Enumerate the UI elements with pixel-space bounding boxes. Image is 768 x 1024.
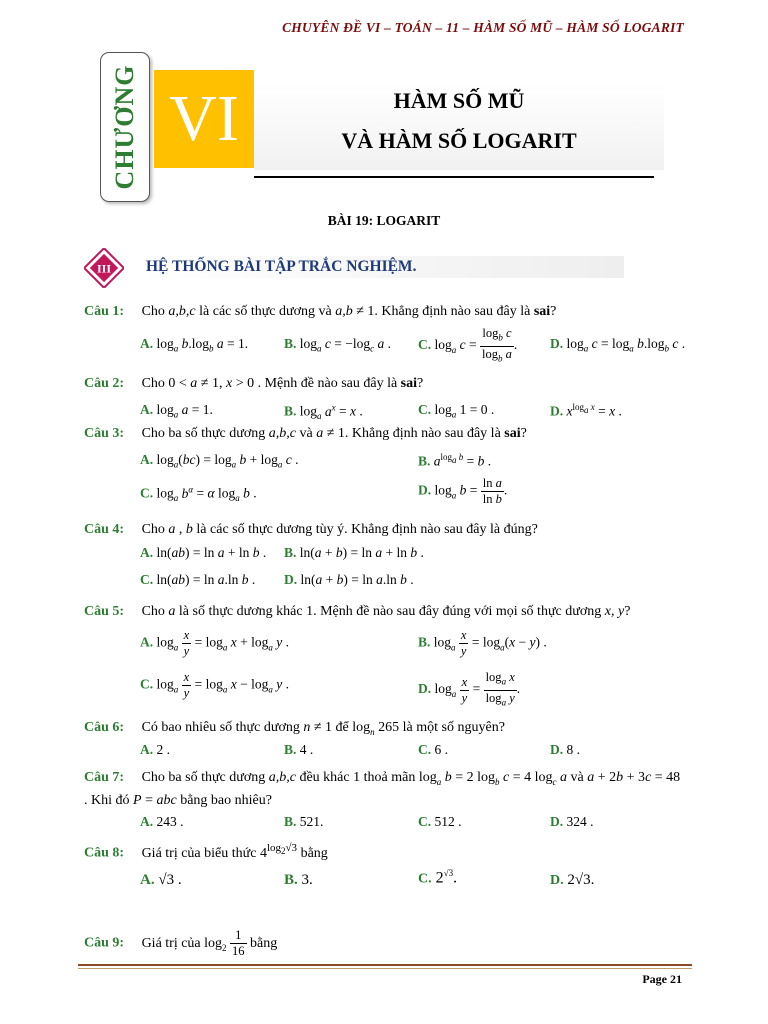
- question-7: Câu 7: Cho ba số thực dương a,b,c đều khác 1 thoả mãn $\log_a b = 2$ $\log_b c = 4$ $\log_c a$ và a + 2b + 3c = 48: [84, 770, 681, 787]
- q8-option-a[interactable]: A. √3 .: [140, 872, 182, 888]
- footer-divider-thin: [78, 968, 692, 969]
- question-9: Câu 9: Giá trị của $\log_2$ $\frac{1}{16}$ bằng: [84, 928, 278, 958]
- q7-option-d[interactable]: D. 324 .: [550, 814, 594, 829]
- q6-option-a[interactable]: A. 2 .: [140, 742, 170, 757]
- q4-option-b[interactable]: B. ln(a + b) = ln a + ln b .: [284, 545, 424, 560]
- q3-option-c[interactable]: C. $\log_a b^\alpha = \alpha$ $\log_a b$ .: [140, 484, 257, 504]
- question-5: Câu 5: Cho a là số thực dương khác 1. Mệnh đề nào sau đây đúng với mọi số thực dương x, y?: [84, 604, 631, 619]
- chapter-title-line2: VÀ HÀM SỐ LOGARIT: [341, 128, 577, 153]
- q7-option-b[interactable]: B. 521.: [284, 814, 324, 829]
- q1-option-c[interactable]: C. $\log_a c$ = $\frac{\log_b c}{\log_b a}$ .: [418, 326, 518, 363]
- question-label: Câu 8:: [84, 845, 125, 861]
- q4-option-a[interactable]: A. ln(ab) = ln a + ln b .: [140, 545, 267, 560]
- q2-option-c[interactable]: C. $\log_a 1 = 0$ .: [418, 402, 495, 420]
- q7-option-c[interactable]: C. 512 .: [418, 814, 462, 829]
- question-7-cont: . Khi đó P = abc bằng bao nhiêu?: [84, 793, 272, 808]
- q3-option-a[interactable]: A. $\log_a(bc) = \log_a b + \log_a c$ .: [140, 452, 299, 470]
- question-2: Câu 2: Cho 0 < a ≠ 1, x > 0 . Mệnh đề nào sau đây là sai?: [84, 376, 424, 391]
- q8-option-d[interactable]: D. 2√3.: [550, 872, 595, 888]
- question-label: Câu 5:: [84, 604, 125, 619]
- section-badge-icon: [84, 248, 124, 288]
- q2-option-a[interactable]: A. $\log_a a = 1$.: [140, 402, 213, 420]
- q1-option-d[interactable]: D. $\log_a c = \log_a b.\log_b$ c .: [550, 336, 686, 354]
- question-label: Câu 1:: [84, 304, 125, 319]
- question-label: Câu 9:: [84, 935, 125, 951]
- q1-option-b[interactable]: B. $\log_a c = -\log_c$ a .: [284, 336, 392, 354]
- lesson-title: BÀI 19: LOGARIT: [327, 213, 441, 228]
- q5-option-c[interactable]: C. $\log_a$ $\frac{x}{y}$ = $\log_a x - \log_a y$ .: [140, 670, 289, 700]
- q6-option-d[interactable]: D. 8 .: [550, 742, 580, 757]
- section-badge-text: III: [96, 261, 112, 276]
- chapter-number: VI: [154, 70, 254, 168]
- question-label: Câu 7:: [84, 770, 125, 785]
- title-divider: [254, 176, 654, 178]
- q5-option-d[interactable]: D. $\log_a$ $\frac{x}{y}$ = $\frac{\log_a x}{\log_a y}$ .: [418, 670, 521, 707]
- footer-divider: [78, 964, 692, 966]
- question-label: Câu 2:: [84, 376, 125, 391]
- chapter-title-line1: HÀM SỐ MŨ: [393, 88, 525, 113]
- q2-option-d[interactable]: D. $x^{log_a x} = x$ .: [550, 402, 622, 419]
- page-header: CHUYÊN ĐỀ VI – TOÁN – 11 – HÀM SỐ MŨ – HÀM SỐ LOGARIT: [282, 20, 684, 35]
- q1-option-a[interactable]: A. $\log_a b.\log_b$ a = 1.: [140, 336, 249, 354]
- section-title: HỆ THỐNG BÀI TẬP TRẮC NGHIỆM.: [146, 258, 417, 275]
- q6-option-c[interactable]: C. 6 .: [418, 742, 448, 757]
- q3-option-b[interactable]: B. $a^{log_a b} = b$ .: [418, 452, 492, 469]
- question-1: Câu 1: Cho a,b,c là các số thực dương và a,b ≠ 1. Khẳng định nào sau đây là sai?: [84, 304, 557, 319]
- page-number: Page 21: [642, 972, 682, 986]
- chapter-label-box: [100, 52, 150, 202]
- q5-option-b[interactable]: B. $\log_a$ $\frac{x}{y}$ = $\log_a(x - y)$ .: [418, 628, 547, 658]
- question-6: Câu 6: Có bao nhiêu số thực dương n ≠ 1 để $\log_n 265$ là một số nguyên?: [84, 720, 505, 737]
- question-3: Câu 3: Cho ba số thực dương a,b,c và a ≠ 1. Khẳng định nào sau đây là sai?: [84, 426, 527, 441]
- question-label: Câu 3:: [84, 426, 125, 441]
- chapter-label: CHƯƠNG: [110, 64, 139, 190]
- q3-option-d[interactable]: D. $\log_a b$ = $\frac{\text{ln a}}{\text{ln b}}$ .: [418, 476, 508, 506]
- question-4: Câu 4: Cho a , b là các số thực dương tùy ý. Khẳng định nào sau đây là đúng?: [84, 522, 538, 537]
- question-label: Câu 6:: [84, 720, 125, 735]
- q8-option-b[interactable]: B. 3.: [284, 872, 313, 888]
- q2-option-b[interactable]: B. $\log_a a^x = x$ .: [284, 402, 363, 422]
- q4-option-c[interactable]: C. ln(ab) = ln a.ln b .: [140, 572, 256, 587]
- q7-option-a[interactable]: A. 243 .: [140, 814, 184, 829]
- question-8: Câu 8: Giá trị của biểu thức $4^{log_2√3}$ bằng: [84, 842, 328, 861]
- q4-option-d[interactable]: D. ln(a + b) = ln a.ln b .: [284, 572, 414, 587]
- q8-option-c[interactable]: C. $2^{√3}$.: [418, 868, 458, 887]
- question-label: Câu 4:: [84, 522, 125, 537]
- q6-option-b[interactable]: B. 4 .: [284, 742, 314, 757]
- q5-option-a[interactable]: A. $\log_a$ $\frac{x}{y}$ = $\log_a x + \log_a y$ .: [140, 628, 289, 658]
